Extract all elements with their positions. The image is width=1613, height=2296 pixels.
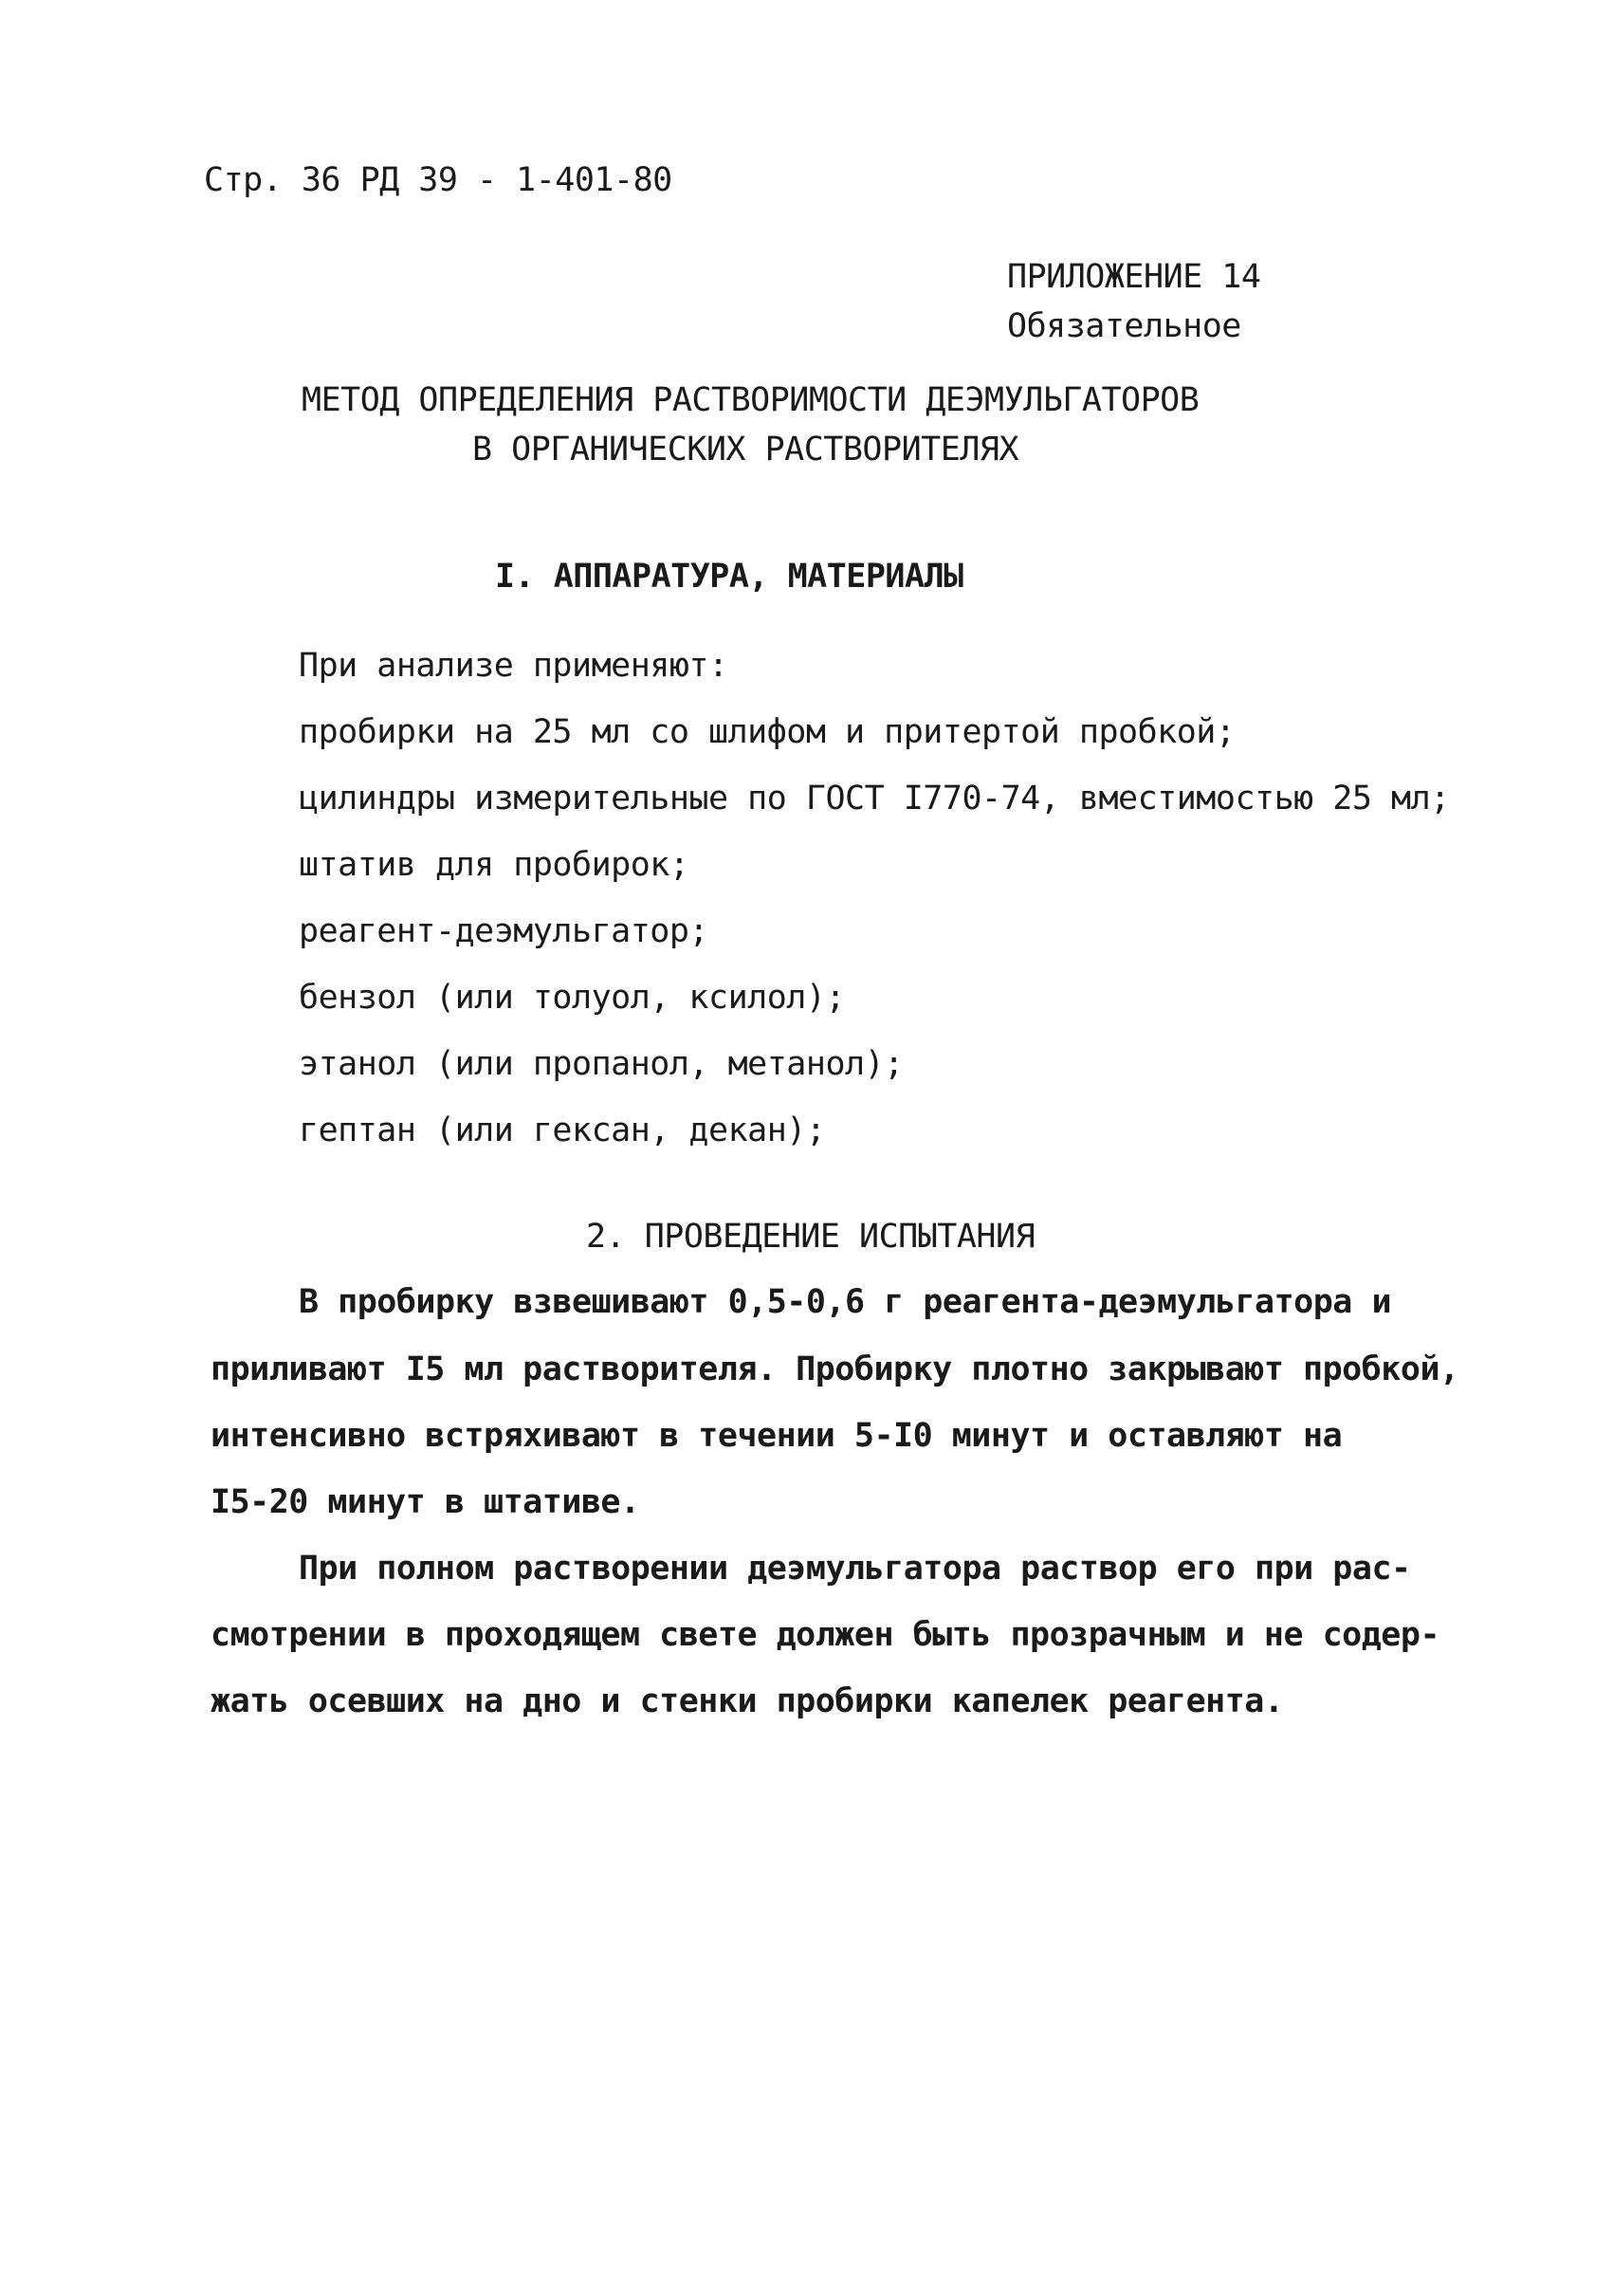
list-item: реагент-деэмульгатор; bbox=[299, 912, 709, 950]
list-item: гептан (или гексан, декан); bbox=[299, 1111, 826, 1149]
document-title-line-1: МЕТОД ОПРЕДЕЛЕНИЯ РАСТВОРИМОСТИ ДЕЭМУЛЬГАТОРОВ bbox=[302, 381, 1200, 419]
materials-list bbox=[299, 645, 1450, 1176]
appendix-label: ПРИЛОЖЕНИЕ 14 bbox=[1007, 258, 1261, 296]
paragraph-1-line: приливают I5 мл растворителя. Пробирку плотно закрывают пробкой, bbox=[211, 1350, 1459, 1388]
list-item: пробирки на 25 мл со шлифом и притертой пробкой; bbox=[299, 713, 1236, 751]
list-item: этанол (или пропанол, метанол); bbox=[299, 1045, 904, 1083]
list-item: цилиндры измерительные по ГОСТ I770-74, вместимостью 25 мл; bbox=[299, 780, 1450, 817]
section-1-heading: I. АППАРАТУРА, МАТЕРИАЛЫ bbox=[495, 558, 963, 596]
list-item: бензол (или толуол, ксилол); bbox=[299, 979, 846, 1017]
page-header: Стр. 36 РД 39 - 1-401-80 bbox=[204, 161, 672, 199]
document-title-line-2: В ОРГАНИЧЕСКИХ РАСТВОРИТЕЛЯХ bbox=[472, 431, 1019, 468]
paragraph-2-line: смотрении в проходящем свете должен быть прозрачным и не содер- bbox=[211, 1616, 1440, 1654]
section-2-heading: 2. ПРОВЕДЕНИЕ ИСПЫТАНИЯ bbox=[586, 1218, 1036, 1256]
paragraph-2-line: жать осевших на дно и стенки пробирки капелек реагента. bbox=[211, 1682, 1284, 1720]
paragraph-1-line: интенсивно встряхивают в течении 5-I0 минут и оставляют на bbox=[211, 1417, 1343, 1455]
list-item: При анализе применяют: bbox=[299, 647, 728, 685]
paragraph-1-line: В пробирку взвешивают 0,5-0,6 г реагента-деэмульгатора и bbox=[299, 1283, 1392, 1321]
appendix-status: Обязательное bbox=[1007, 307, 1241, 345]
list-item: штатив для пробирок; bbox=[299, 846, 689, 884]
paragraph-2-line: При полном растворении деэмульгатора раствор его при рас- bbox=[299, 1550, 1411, 1588]
paragraph-1-line: I5-20 минут в штативе. bbox=[211, 1483, 640, 1521]
